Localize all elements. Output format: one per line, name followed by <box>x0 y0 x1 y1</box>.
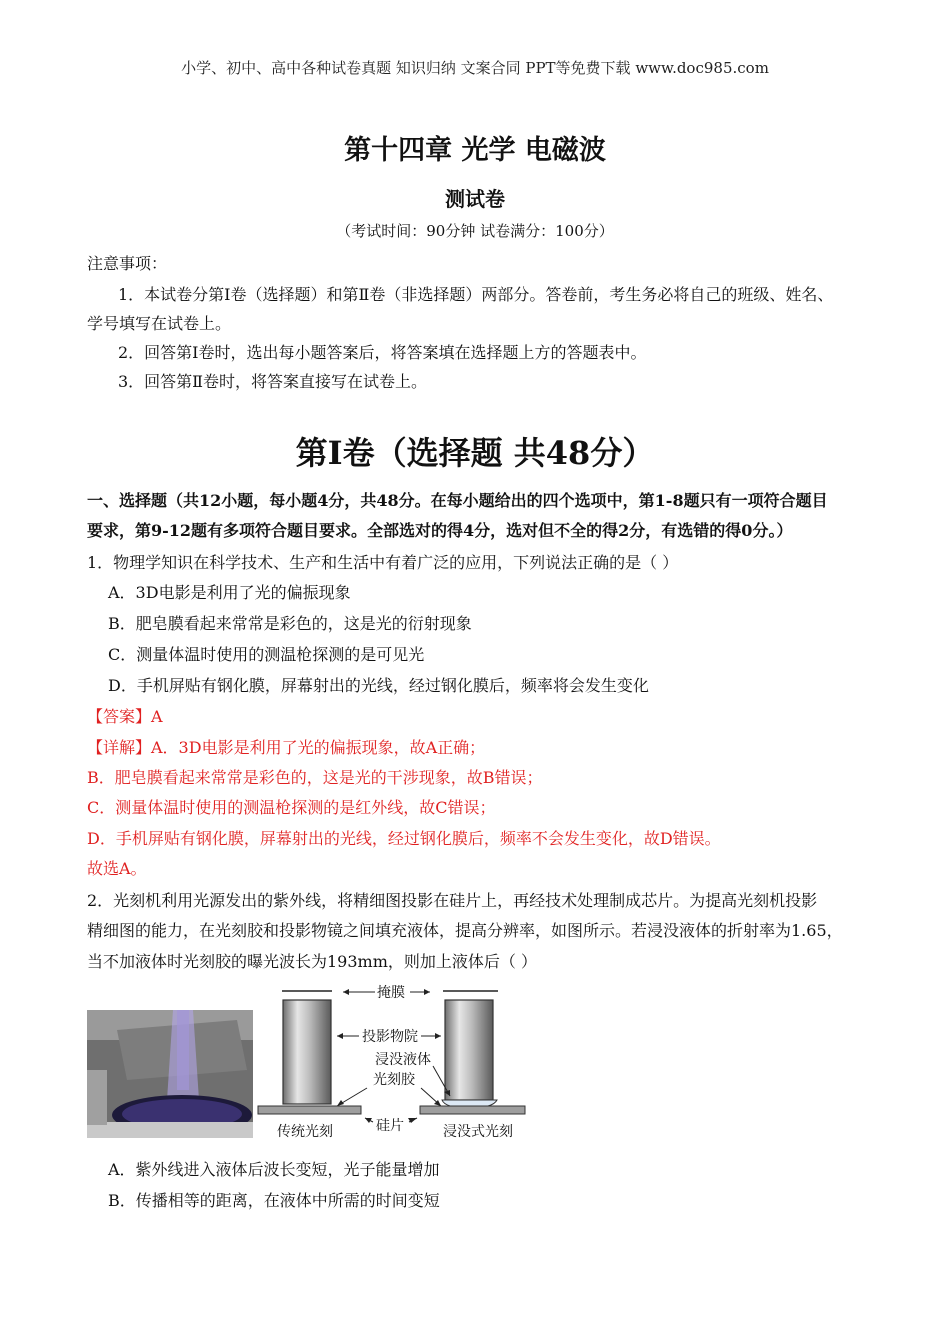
note-3: 3．回答第Ⅱ卷时，将答案直接写在试卷上。 <box>118 372 428 391</box>
q1-explanation-4: D．手机屏贴有钢化膜，屏幕射出的光线，经过钢化膜后，频率不会发生变化，故D错误。 <box>87 829 721 848</box>
q1-option-c: C．测量体温时使用的测温枪探测的是可见光 <box>108 645 425 664</box>
q1-explanation-2: B．肥皂膜看起来常常是彩色的，这是光的干涉现象，故B错误； <box>87 768 543 787</box>
label-liquid: 浸没液体 <box>375 1052 431 1068</box>
label-wafer: 硅片 <box>376 1118 404 1134</box>
q2-stem-line-1: 2．光刻机利用光源发出的紫外线，将精细图投影在硅片上，再经技术处理制成芯片。为提高光刻机投影 <box>87 891 818 910</box>
label-mask: 掩膜 <box>377 985 405 1001</box>
q2-stem-line-3: 当不加液体时光刻胶的曝光波长为193mm，则加上液体后（ ） <box>87 952 537 971</box>
q2-stem-line-2: 精细图的能力，在光刻胶和投影物镜之间填充液体，提高分辨率，如图所示。若浸没液体的折射率为1.65， <box>87 921 843 940</box>
lithography-diagram <box>255 980 530 1145</box>
caption-traditional: 传统光刻 <box>277 1124 333 1140</box>
page-title: 第十四章 光学 电磁波 <box>344 135 606 166</box>
q1-answer: 【答案】A <box>87 707 163 726</box>
wafer-left <box>258 1106 361 1114</box>
instructions-line-2: 要求，第9-12题有多项符合题目要求。全部选对的得4分，选对但不全的得2分，有选错的得0分。） <box>87 521 793 540</box>
lithography-photo <box>87 1010 253 1138</box>
label-resist: 光刻胶 <box>373 1072 415 1088</box>
note-1-line-2: 学号填写在试卷上。 <box>87 314 232 333</box>
section-title: 第Ⅰ卷（选择题 共48分） <box>295 434 655 472</box>
q1-option-a: A．3D电影是利用了光的偏振现象 <box>108 583 351 602</box>
page-header: 小学、初中、高中各种试卷真题 知识归纳 文案合同 PPT等免费下载 www.doc985.com <box>181 59 769 77</box>
q1-option-b: B．肥皂膜看起来常常是彩色的，这是光的衍射现象 <box>108 614 472 633</box>
exam-meta: （考试时间：90分钟 试卷满分：100分） <box>336 222 614 240</box>
label-lens: 投影物院 <box>362 1029 418 1045</box>
q1-option-d: D．手机屏贴有钢化膜，屏幕射出的光线，经过钢化膜后，频率将会发生变化 <box>108 676 649 695</box>
q1-explanation-1: 【详解】A．3D电影是利用了光的偏振现象，故A正确； <box>87 738 486 757</box>
page-subtitle: 测试卷 <box>445 187 505 211</box>
wafer-right <box>420 1106 525 1114</box>
note-1-line-1: 1．本试卷分第Ⅰ卷（选择题）和第Ⅱ卷（非选择题）两部分。答卷前，考生务必将自己的班级、姓名、 <box>118 285 834 304</box>
instructions-line-1: 一、选择题（共12小题，每小题4分，共48分。在每小题给出的四个选项中，第1-8题只有一项符合题目 <box>87 491 828 510</box>
objective-right <box>445 1000 493 1100</box>
q2-option-a: A．紫外线进入液体后波长变短，光子能量增加 <box>108 1160 440 1179</box>
notes-heading: 注意事项： <box>87 254 168 273</box>
q1-stem: 1．物理学知识在科学技术、生产和生活中有着广泛的应用，下列说法正确的是（ ） <box>87 553 679 572</box>
caption-immersion: 浸没式光刻 <box>443 1124 513 1140</box>
objective-left <box>283 1000 331 1104</box>
q2-option-b: B．传播相等的距离，在液体中所需的时间变短 <box>108 1191 440 1210</box>
note-2: 2．回答第Ⅰ卷时，选出每小题答案后，将答案填在选择题上方的答题表中。 <box>118 343 647 362</box>
q1-conclusion: 故选A。 <box>87 859 147 878</box>
q1-explanation-3: C．测量体温时使用的测温枪探测的是红外线，故C错误； <box>87 798 496 817</box>
